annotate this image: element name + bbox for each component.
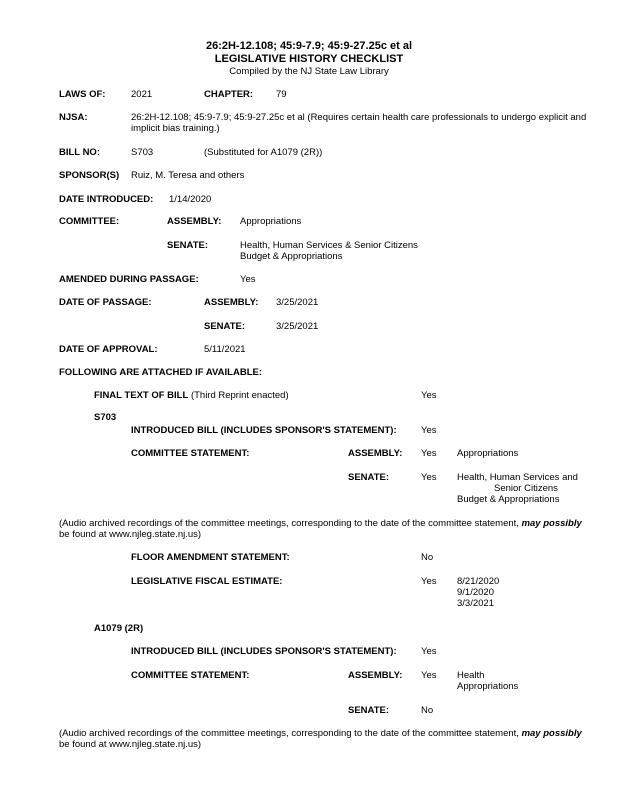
committee-senate-value-1: Health, Human Services & Senior Citizens	[240, 240, 418, 251]
committee-senate-label: SENATE:	[167, 240, 208, 251]
laws-of-label: LAWS OF:	[59, 89, 106, 100]
s703-assembly-detail: Appropriations	[457, 448, 519, 459]
page-title: LEGISLATIVE HISTORY CHECKLIST	[214, 53, 404, 65]
s703-senate-detail-3: Budget & Appropriations	[457, 494, 560, 505]
s703-assembly-value: Yes	[421, 448, 437, 459]
a1079-introduced-value: Yes	[421, 646, 437, 657]
passage-label: DATE OF PASSAGE:	[59, 297, 152, 308]
sponsors-label: SPONSOR(S)	[59, 170, 120, 181]
bill-no-value: S703	[131, 147, 154, 158]
s703-senate-label: SENATE:	[348, 472, 389, 483]
s703-senate-detail-2: Senior Citizens	[494, 483, 558, 494]
final-text-note: (Third Reprint enacted)	[190, 390, 289, 401]
a1079-senate-label: SENATE:	[348, 705, 389, 716]
floor-amendment-value: No	[421, 552, 434, 563]
citation-heading: 26:2H-12.108; 45:9-7.9; 45:9-27.25c et al	[205, 40, 413, 52]
a1079-introduced-label: INTRODUCED BILL (INCLUDES SPONSOR'S STATEMENT):	[131, 646, 397, 657]
audio-note-line-2: be found at www.njleg.state.nj.us)	[59, 529, 202, 540]
passage-senate-label: SENATE:	[204, 321, 245, 332]
amended-label: AMENDED DURING PASSAGE:	[59, 274, 199, 285]
attached-heading: FOLLOWING ARE ATTACHED IF AVAILABLE:	[59, 367, 262, 378]
audio-note-2-line-1: (Audio archived recordings of the committee meetings, corresponding to the date of the committee statement, may possibly	[59, 728, 582, 739]
audio-note-emphasis: may possibly	[521, 518, 582, 529]
passage-assembly-label: ASSEMBLY:	[204, 297, 259, 308]
fiscal-date-3: 3/3/2021	[457, 598, 494, 609]
date-introduced-label: DATE INTRODUCED:	[59, 194, 154, 205]
amended-value: Yes	[240, 274, 256, 285]
committee-assembly-label: ASSEMBLY:	[167, 216, 222, 227]
bill-no-label: BILL NO:	[59, 147, 100, 158]
a1079-committee-label: COMMITTEE STATEMENT:	[131, 670, 250, 681]
committee-assembly-value: Appropriations	[240, 216, 302, 227]
chapter-value: 79	[276, 89, 287, 100]
a1079-assembly-value: Yes	[421, 670, 437, 681]
s703-introduced-label: INTRODUCED BILL (INCLUDES SPONSOR'S STATEMENT):	[131, 425, 397, 436]
s703-committee-label: COMMITTEE STATEMENT:	[131, 448, 250, 459]
a1079-assembly-detail-2: Appropriations	[457, 681, 519, 692]
committee-label: COMMITTEE:	[59, 216, 120, 227]
s703-introduced-value: Yes	[421, 425, 437, 436]
s703-heading: S703	[94, 412, 117, 423]
approval-value: 5/11/2021	[204, 344, 246, 355]
date-introduced-value: 1/14/2020	[169, 194, 212, 205]
s703-senate-value: Yes	[421, 472, 437, 483]
fiscal-estimate-label: LEGISLATIVE FISCAL ESTIMATE:	[131, 576, 283, 587]
njsa-line-1: 26:2H-12.108; 45:9-7.9; 45:9-27.25c et al (Requires certain health care professionals to undergo explicit and	[131, 112, 587, 123]
approval-label: DATE OF APPROVAL:	[59, 344, 158, 355]
compiled-by: Compiled by the NJ State Law Library	[229, 66, 389, 77]
s703-assembly-label: ASSEMBLY:	[348, 448, 403, 459]
floor-amendment-label: FLOOR AMENDMENT STATEMENT:	[131, 552, 290, 563]
chapter-label: CHAPTER:	[204, 89, 254, 100]
laws-of-value: 2021	[131, 89, 153, 100]
passage-assembly-value: 3/25/2021	[276, 297, 319, 308]
fiscal-date-1: 8/21/2020	[457, 576, 500, 587]
audio-note-2-emphasis: may possibly	[521, 728, 582, 739]
final-text-value: Yes	[421, 390, 437, 401]
audio-note-line-1: (Audio archived recordings of the committee meetings, corresponding to the date of the committee statement, may possibly	[59, 518, 582, 529]
njsa-label: NJSA:	[59, 112, 88, 123]
fiscal-date-2: 9/1/2020	[457, 587, 494, 598]
audio-note-2-line-2: be found at www.njleg.state.nj.us)	[59, 739, 202, 750]
a1079-assembly-label: ASSEMBLY:	[348, 670, 403, 681]
committee-senate-value-2: Budget & Appropriations	[240, 251, 343, 262]
a1079-heading: A1079 (2R)	[94, 623, 144, 634]
s703-senate-detail-1: Health, Human Services and	[457, 472, 578, 483]
bill-substitution-note: (Substituted for A1079 (2R))	[204, 147, 323, 158]
passage-senate-value: 3/25/2021	[276, 321, 319, 332]
final-text-label: FINAL TEXT OF BILL	[94, 390, 189, 401]
a1079-senate-value: No	[421, 705, 434, 716]
final-text-row	[94, 390, 289, 401]
a1079-assembly-detail-1: Health	[457, 670, 485, 681]
fiscal-estimate-value: Yes	[421, 576, 437, 587]
sponsors-value: Ruiz, M. Teresa and others	[131, 170, 245, 181]
njsa-line-2: implicit bias training.)	[131, 123, 220, 134]
